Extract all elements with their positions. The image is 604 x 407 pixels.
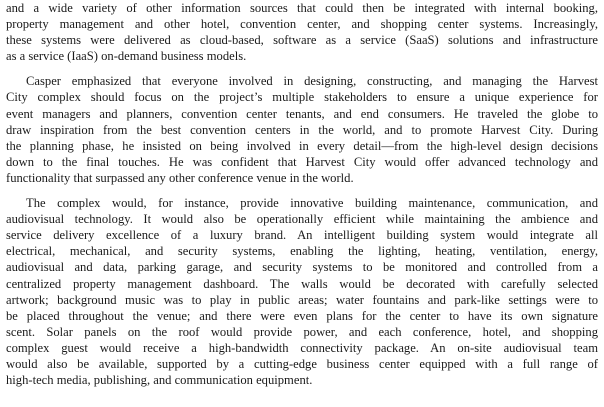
text-line: event managers and planners, convention center tenants, and end consumers. He traveled the globe to — [6, 106, 598, 121]
text-line: City complex should focus on the project’s multiple stakeholders to ensure a unique experience for — [6, 90, 598, 105]
text-line: The complex would, for instance, provide innovative building maintenance, communication, and — [26, 196, 598, 211]
text-line: high-tech media, publishing, and communication equipment. — [6, 373, 313, 388]
text-line: property management and other hotel, convention center, and shopping center systems. Increasingly, — [6, 17, 598, 32]
paragraph-3 — [6, 195, 598, 388]
text-line: electrical, mechanical, and security systems, enabling the lighting, heating, ventilation, energy, — [6, 244, 598, 259]
text-line: these systems were delivered as cloud-based, software as a service (SaaS) solutions and infrastructure — [6, 33, 598, 48]
text-line: down to the final touches. He was confident that Harvest City would offer advanced technology and — [6, 154, 598, 169]
text-line: the planning phase, he insisted on being involved in every detail—from the high-level design decisions — [6, 138, 598, 153]
text-line: audiovisual technology. It would also be operationally efficient while maintaining the ambience and — [6, 212, 598, 227]
text-line: scent. Solar panels on the roof would provide power, and each conference, hotel, and shopping — [6, 324, 598, 339]
text-line: Casper emphasized that everyone involved in designing, constructing, and managing the Harvest — [26, 74, 598, 89]
paragraph-1 — [6, 0, 598, 64]
text-line: and a wide variety of other information sources that could then be integrated with internal booking, — [6, 1, 598, 15]
text-line: draw inspiration from the best convention centers in the world, and to promote Harvest City. During — [6, 122, 598, 137]
text-line: audiovisual and data, parking garage, and security systems to be monitored and controlled from a — [6, 260, 598, 275]
paragraph-2 — [6, 73, 598, 186]
text-line: be placed throughout the venue; and there were even plans for the center to have its own signature — [6, 308, 598, 323]
text-line: service delivery excellence of a luxury brand. An intelligent building system would integrate all — [6, 228, 598, 243]
text-line: artwork; background music was to play in public areas; water fountains and park-like settings were to — [6, 292, 598, 307]
text-line: would also be available, supported by a cutting-edge business center equipped with a full range of — [6, 356, 598, 371]
document-page — [6, 0, 598, 388]
text-line: centralized property management dashboard. The walls would be decorated with carefully selected — [6, 276, 598, 291]
text-line: as a service (IaaS) on-demand business models. — [6, 49, 247, 64]
text-line: functionality that surpassed any other conference venue in the world. — [6, 170, 354, 185]
text-line: complex guest would receive a high-bandwidth connectivity package. An on-site audiovisual team — [6, 340, 598, 355]
